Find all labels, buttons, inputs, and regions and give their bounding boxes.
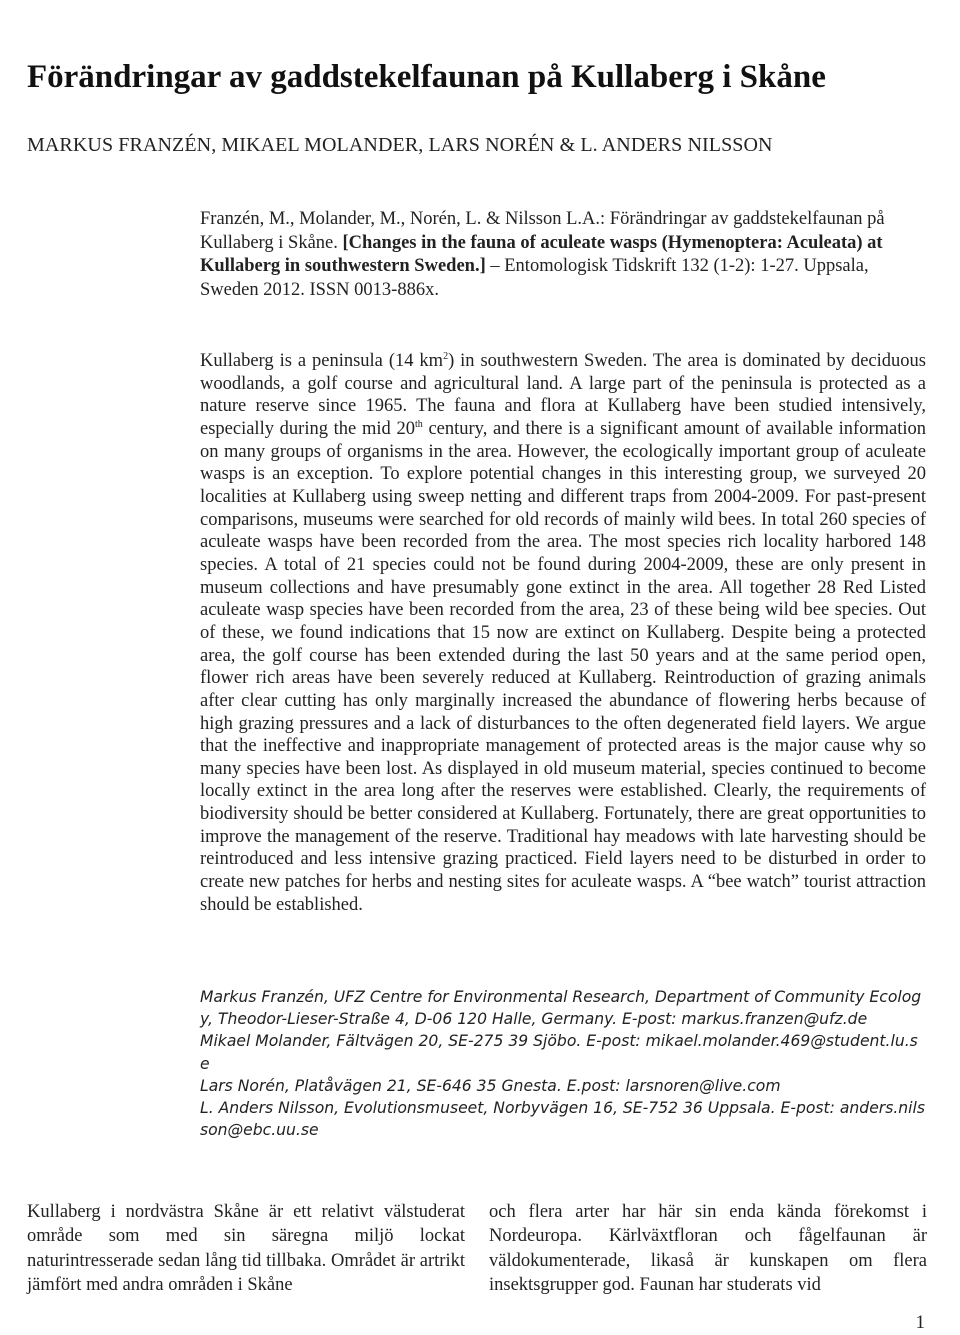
citation-authors: Franzén, M., Molander, M., Norén, L. & Nilsson L.A.: Förändringar av gaddstekelfaunan på Kullaberg i Skåne. xyxy=(200,209,885,253)
address-noren: Lars Norén, Platåvägen 21, SE-646 35 Gnesta. E.post: larsnoren@live.com xyxy=(200,1076,781,1095)
citation-english-title: [Changes in the fauna of aculeate wasps (Hymenoptera: Aculeata) at Kullaberg in southwestern Sweden.] xyxy=(200,232,883,277)
abstract-superscript-th: th xyxy=(414,418,423,430)
address-franzen: Markus Franzén, UFZ Centre for Environmental Research, Department of Community Ecology, Theodor-Lieser-Straße 4, D-06 120 Halle, Germany. E-post: markus.franzen@ufz.de xyxy=(200,988,922,1029)
author-list: MARKUS FRANZÉN, MIKAEL MOLANDER, LARS NORÉN & L. ANDERS NILSSON xyxy=(27,134,773,156)
abstract xyxy=(200,350,926,916)
abstract-superscript-2: 2 xyxy=(443,350,449,362)
abstract-text-3: century, and there is a significant amount of available information on many groups of organisms in the area. However, the ecologically important group of aculeate wasps is an exception. To explore potential changes in this interesting group, we surveyed 20 localities at Kullaberg using sweep netting and different traps from 2004-2009. For past-present comparisons, museums were searched for old records of mainly wild bees. In total 260 species of aculeate wasps have been recorded from the area. The most species rich locality harbored 148 species. A total of 21 species could not be found during 2004-2009, these are only present in museum collections and have presumably gone extinct in the area. All together 28 Red Listed aculeate wasp species have been recorded from the area, 23 of these being wild bee species. Out of these, we found indications that 15 now are extinct on Kullaberg. Despite being a protected area, the golf course has been extended during the last 50 years and at the same period open, flower rich areas have been severely reduced at Kullaberg. Reintroduction of grazing animals after clear cutting has only marginally increased the abundance of flowering herbs because of high grazing pressures and a lack of disturbances to the often degenerated field layers. We argue that the ineffective and inappropriate management of protected areas is the major cause why so many species have been lost. As displayed in old museum material, species continued to become locally extinct in the area long after the reserves were established. Clearly, the requirements of biodiversity should be better considered at Kullaberg. Fortunately, there are great opportunities to improve the management of the reserve. Traditional hay meadows with late harvesting should be reintroduced and less intensive grazing practiced. Field layers need to be disturbed in order to create new patches for herbs and nesting sites for aculeate wasps. A “bee watch” tourist attraction should be established. xyxy=(200,418,927,915)
citation xyxy=(200,208,926,302)
citation-journal: – Entomologisk Tidskrift 132 (1-2): 1-27. Uppsala, Sweden 2012. ISSN 0013-886x. xyxy=(200,256,869,300)
abstract-text-1: Kullaberg is a peninsula (14 km xyxy=(200,351,444,371)
page-number: 1 xyxy=(915,1312,925,1333)
address-molander: Mikael Molander, Fältvägen 20, SE-275 39 Sjöbo. E-post: mikael.molander.469@student.lu.se xyxy=(200,1032,918,1073)
author-addresses xyxy=(200,986,926,1141)
abstract-text-2: ) in southwestern Sweden. The area is dominated by deciduous woodlands, a golf course and agricultural land. A large part of the peninsula is protected as a nature reserve since 1965. The fauna and flora at Kullaberg have been studied intensively, especially during the mid 20 xyxy=(200,351,926,439)
body-column-left: Kullaberg i nordvästra Skåne är ett relativt välstuderat område som med sin säregna miljö lockat naturintresserade sedan lång tid tillbaka. Området är artrikt jämfört med andra områden i Skåne xyxy=(27,1202,465,1296)
article-title: Förändringar av gaddstekelfaunan på Kullaberg i Skåne xyxy=(27,59,826,95)
address-nilsson: L. Anders Nilsson, Evolutionsmuseet, Norbyvägen 16, SE-752 36 Uppsala. E-post: anders.nilsson@ebc.uu.se xyxy=(200,1099,925,1140)
body-column-right: och flera arter har här sin enda kända förekomst i Nordeuropa. Kärlväxtfloran och fågelfaunan är väldokumenterade, likaså är kunskapen om flera insektsgrupper god. Faunan har studerats vid xyxy=(489,1202,927,1296)
